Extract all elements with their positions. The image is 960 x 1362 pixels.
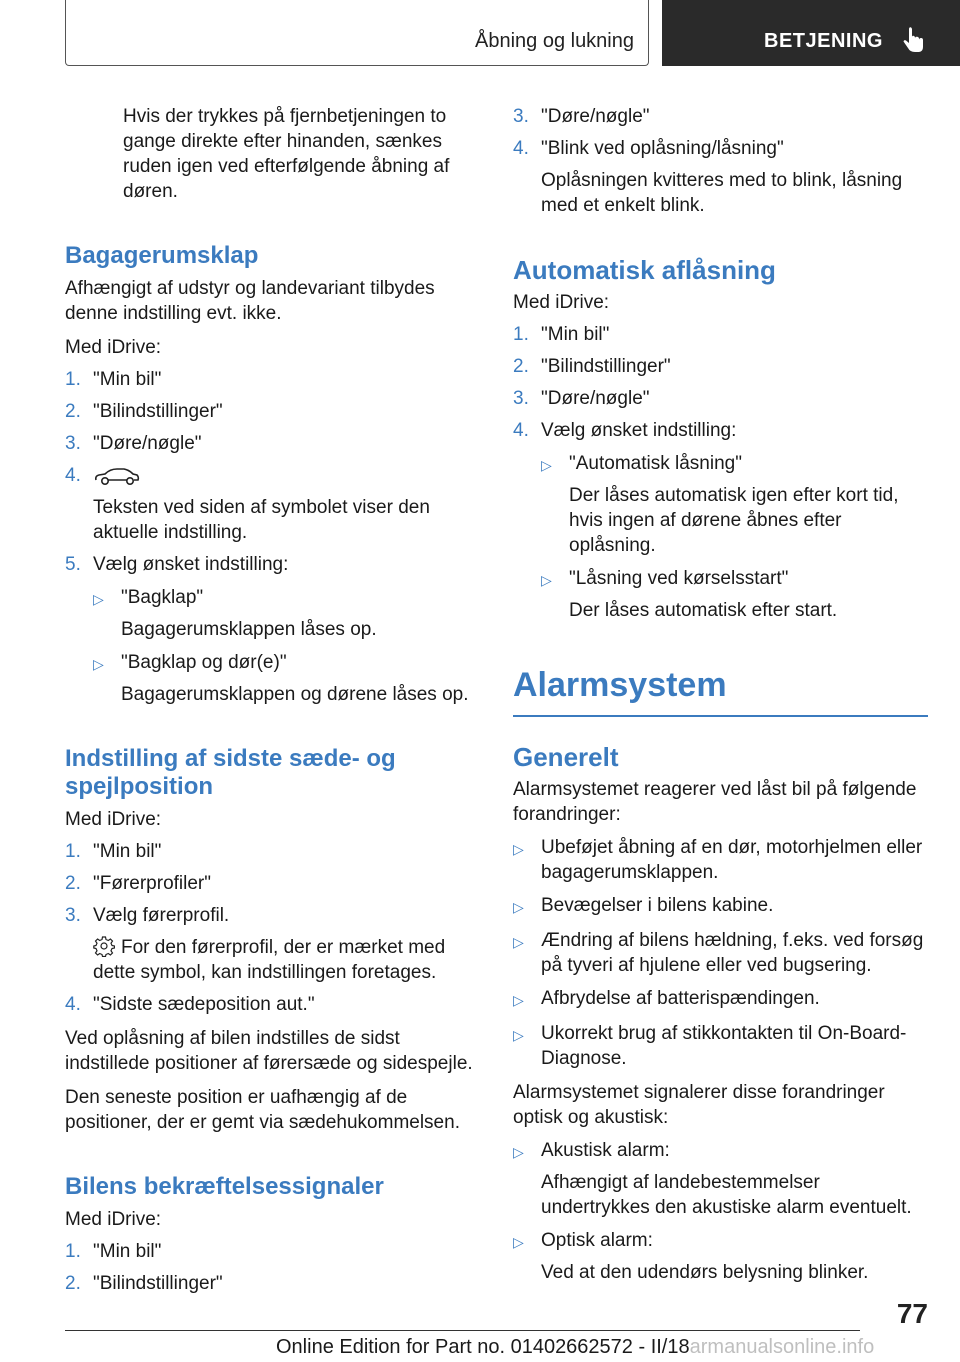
chapter-title: BETJENING: [764, 30, 883, 52]
trunk-paragraph: Afhængigt af udstyr og landevariant tilbydes denne indstilling evt. ikke.: [65, 278, 435, 324]
alarm-paragraph-1: Alarmsystemet reagerer ved låst bil på følgende forandringer:: [513, 779, 917, 825]
step-note: Oplåsningen kvitteres med to blink, låsning med et enkelt blink.: [541, 170, 903, 216]
option-item: ▷ "Låsning ved kørselsstart" Der låses automatisk efter start.: [541, 568, 838, 621]
alarm-paragraph-2: Alarmsystemet signalerer disse forandringer optisk og akustisk:: [513, 1082, 885, 1128]
list-item: 1. "Min bil": [65, 1241, 162, 1262]
list-item: 3. "Døre/nøgle": [513, 106, 650, 127]
footer-divider: [65, 1330, 860, 1331]
seat-idrive: Med iDrive:: [65, 809, 162, 830]
list-item: 2. "Bilindstillinger": [65, 401, 223, 422]
triangle-bullet-icon: ▷: [541, 457, 552, 473]
heading-general: Generelt: [513, 742, 619, 772]
seat-paragraph-1: Ved oplåsning af bilen indstilles de sidst indstillede positioner af førersæde og sidespejle.: [65, 1028, 473, 1074]
list-item: ▷ Ukorrekt brug af stikkontakten til On-Board-Diagnose.: [513, 1023, 907, 1069]
alarm-signals: [513, 1138, 928, 1285]
list-item: 4. Teksten ved siden af symbolet viser den aktuelle indstilling.: [65, 463, 477, 545]
footer-edition: Online Edition for Part no. 01402662572 - II/18armanualsonline.info: [276, 1336, 875, 1358]
triangle-bullet-icon: ▷: [513, 1234, 524, 1250]
triangle-bullet-icon: ▷: [513, 841, 524, 857]
triangle-bullet-icon: ▷: [513, 899, 524, 915]
right-column: [513, 104, 928, 1285]
watermark: armanualsonline.info: [689, 1336, 875, 1358]
list-item: ▷ Ubeføjet åbning af en dør, motorhjelmen eller bagagerumsklappen.: [513, 837, 923, 883]
trunk-idrive: Med iDrive:: [65, 337, 162, 358]
confirm-idrive: Med iDrive:: [65, 1209, 162, 1230]
triangle-bullet-icon: ▷: [513, 934, 524, 950]
confirm-steps-continued: [513, 104, 928, 218]
list-item: 2. "Bilindstillinger": [65, 1273, 223, 1294]
intro-paragraph: Hvis der trykkes på fjernbetjeningen to gange direkte efter hinanden, sænkes ruden igen ved efterfølgende åbning af døren.: [123, 106, 450, 202]
list-item: 4. Vælg ønsket indstilling: ▷ "Automatisk låsning" Der låses automatisk igen efter kort tid, hvis ingen af dørene åbnes efter oplåsning. ▷ "Låsning ved kørselsstart" Der låses automatisk efter start.: [513, 418, 928, 623]
option-item: ▷ "Bagklap" Bagagerumsklappen låses op.: [93, 587, 377, 640]
heading-confirmation-signals: Bilens bekræftelsessignaler: [65, 1173, 384, 1200]
list-item: 4. "Blink ved oplåsning/låsning" Oplåsningen kvitteres med to blink, låsning med et enkelt blink.: [513, 136, 928, 218]
autolock-steps: [513, 322, 928, 623]
list-item: ▷ Afbrydelse af batterispændingen.: [513, 986, 928, 1013]
autolock-idrive: Med iDrive:: [513, 292, 610, 313]
triangle-bullet-icon: ▷: [513, 992, 524, 1008]
list-item: ▷ Akustisk alarm: Afhængigt af landebestemmelser undertrykkes den akustiske alarm eventuelt.: [513, 1140, 912, 1218]
option-item: ▷ "Automatisk låsning" Der låses automatisk igen efter kort tid, hvis ingen af dørene åbnes efter oplåsning.: [541, 453, 899, 556]
list-item: 3. "Døre/nøgle": [65, 433, 202, 454]
option-item: ▷ "Bagklap og dør(e)" Bagagerumsklappen og dørene låses op.: [93, 652, 469, 705]
list-item: 3. "Døre/nøgle": [513, 388, 650, 409]
heading-auto-lock: Automatisk aflåsning: [513, 255, 776, 285]
alarm-triggers: [513, 835, 928, 1071]
triangle-bullet-icon: ▷: [541, 572, 552, 588]
page-number: 77: [896, 1298, 928, 1329]
confirm-steps: [65, 1239, 477, 1296]
header-chapter-tab: [662, 0, 960, 66]
step-note: For den førerprofil, der er mærket med dette symbol, kan indstillingen foretages.: [93, 937, 446, 983]
left-column: [65, 104, 477, 1296]
header-section-tab: [65, 0, 649, 66]
list-item: 3. Vælg førerprofil. For den førerprofil, der er mærket med dette symbol, kan indstillingen foretages.: [65, 905, 446, 983]
triangle-bullet-icon: ▷: [93, 591, 104, 607]
section-title: Åbning og lukning: [474, 30, 634, 52]
list-item: 5. Vælg ønsket indstilling: ▷ "Bagklap" Bagagerumsklappen låses op. ▷ "Bagklap og dør(e)" Bagagerumsklappen og dørene låses op.: [65, 552, 477, 707]
seat-steps: [65, 839, 477, 1017]
list-item: 4. "Sidste sædeposition aut.": [65, 994, 315, 1015]
hand-pointer-icon: [898, 26, 928, 56]
car-icon: [93, 465, 141, 487]
heading-seat-position: Indstilling af sidste sæde- og spejlposition: [65, 745, 396, 800]
triangle-bullet-icon: ▷: [513, 1027, 524, 1043]
autolock-options: [541, 451, 928, 623]
list-item: 1. "Min bil": [65, 841, 162, 862]
heading-alarm-system: Alarmsystem: [513, 665, 928, 717]
list-item: 1. "Min bil": [513, 324, 610, 345]
triangle-bullet-icon: ▷: [93, 656, 104, 672]
list-item: 2. "Førerprofiler": [65, 873, 211, 894]
step-note: Teksten ved siden af symbolet viser den aktuelle indstilling.: [93, 497, 430, 543]
gear-icon: [93, 935, 115, 957]
list-item: 1. "Min bil": [65, 369, 162, 390]
trunk-steps: [65, 367, 477, 707]
heading-trunk: Bagagerumsklap: [65, 242, 259, 269]
list-item: ▷ Optisk alarm: Ved at den udendørs belysning blinker.: [513, 1230, 869, 1283]
list-item: ▷ Bevægelser i bilens kabine.: [513, 893, 928, 920]
seat-paragraph-2: Den seneste position er uafhængig af de positioner, der er gemt via sædehukommelsen.: [65, 1087, 460, 1133]
trunk-options: [93, 585, 477, 707]
list-item: ▷ Ændring af bilens hældning, f.eks. ved forsøg på tyveri af hjulene eller ved bugsering.: [513, 930, 924, 976]
triangle-bullet-icon: ▷: [513, 1144, 524, 1160]
list-item: 2. "Bilindstillinger": [513, 356, 671, 377]
